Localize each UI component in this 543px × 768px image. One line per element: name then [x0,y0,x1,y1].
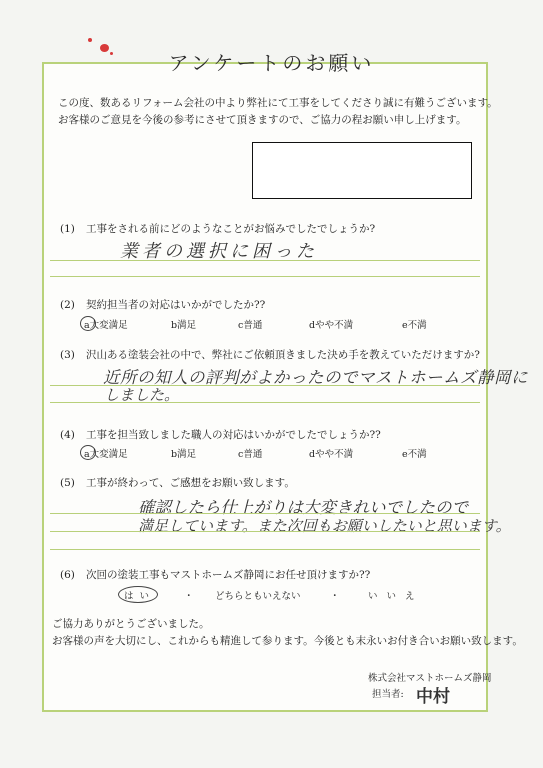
q1-text: 工事をされる前にどのようなことがお悩みでしたでしょうか? [86,223,376,235]
q1-rule-1 [50,260,480,261]
q3-answer-line-2: しました。 [104,386,180,404]
staff-label: 担当者: [372,689,404,700]
q4-option-d[interactable]: dやや不満 [309,449,354,460]
q2-option-c[interactable]: c普通 [238,320,263,331]
q1-rule-2 [50,276,480,277]
q2-option-e[interactable]: e不満 [402,320,427,331]
intro-line-1: この度、数あるリフォーム会社の中より弊社にて工事をしてくださり誠に有難うございます。 [58,97,498,109]
q3-text: 沢山ある塗装会社の中で、弊社にご依頼頂きました決め手を教えていただけますか? [86,349,480,361]
ink-stain-small [88,38,92,42]
q3-rule-1 [50,385,480,386]
closing-line-2: お客様の声を大切にし、これからも精進して参ります。今後とも末永いお付き合いお願い致します。 [52,635,523,647]
q6-text: 次回の塗装工事もマストホームズ静岡にお任せ頂けますか?? [86,569,371,581]
q4-option-b[interactable]: b満足 [171,449,197,460]
q6-option-yes[interactable]: はい [124,591,156,602]
company-name: 株式会社マストホームズ静岡 [368,673,492,684]
q4-number: (4) [60,429,75,441]
q5-number: (5) [60,477,75,489]
q2-text: 契約担当者の対応はいかがでしたか?? [86,299,266,311]
closing-line-1: ご協力ありがとうございました。 [52,618,210,630]
q2-option-d[interactable]: dやや不満 [309,320,354,331]
q2-option-b[interactable]: b満足 [171,320,197,331]
q5-answer-line-1: 確認したら仕上がりは大変きれいでしたので [138,498,468,517]
intro-line-2: お客様のご意見を今後の参考にさせて頂きますので、ご協力の程お願い申し上げます。 [58,114,467,126]
q2-option-a[interactable]: a大変満足 [84,320,128,331]
q6-number: (6) [60,569,75,581]
q4-text: 工事を担当致しました職人の対応はいかがでしたでしょうか?? [86,429,381,441]
q1-number: (1) [60,223,75,235]
staff-signature: 中村 [416,687,450,707]
q6-separator-2: ・ [330,591,340,602]
q5-answer-line-2: 満足しています。また次回もお願いしたいと思います。 [138,517,511,535]
q2-number: (2) [60,299,75,311]
q3-number: (3) [60,349,75,361]
q3-rule-2 [50,402,480,403]
q6-separator-1: ・ [184,591,194,602]
q6-option-no[interactable]: いいえ [368,591,424,602]
q5-rule-2 [50,531,480,532]
q3-answer-line-1: 近所の知人の評判がよかったのでマストホームズ静岡に [103,368,528,387]
q4-option-a[interactable]: a大変満足 [84,449,128,460]
q1-answer: 業者の選択に困った [120,241,318,262]
q5-text: 工事が終わって、ご感想をお願い致します。 [86,477,295,489]
q4-option-c[interactable]: c普通 [238,449,263,460]
q4-option-e[interactable]: e不満 [402,449,427,460]
page-title: アンケートのお願い [168,51,375,75]
q5-rule-1 [50,513,480,514]
q5-rule-3 [50,549,480,550]
customer-name-box [252,142,472,199]
q6-option-neither[interactable]: どちらともいえない [215,591,301,602]
